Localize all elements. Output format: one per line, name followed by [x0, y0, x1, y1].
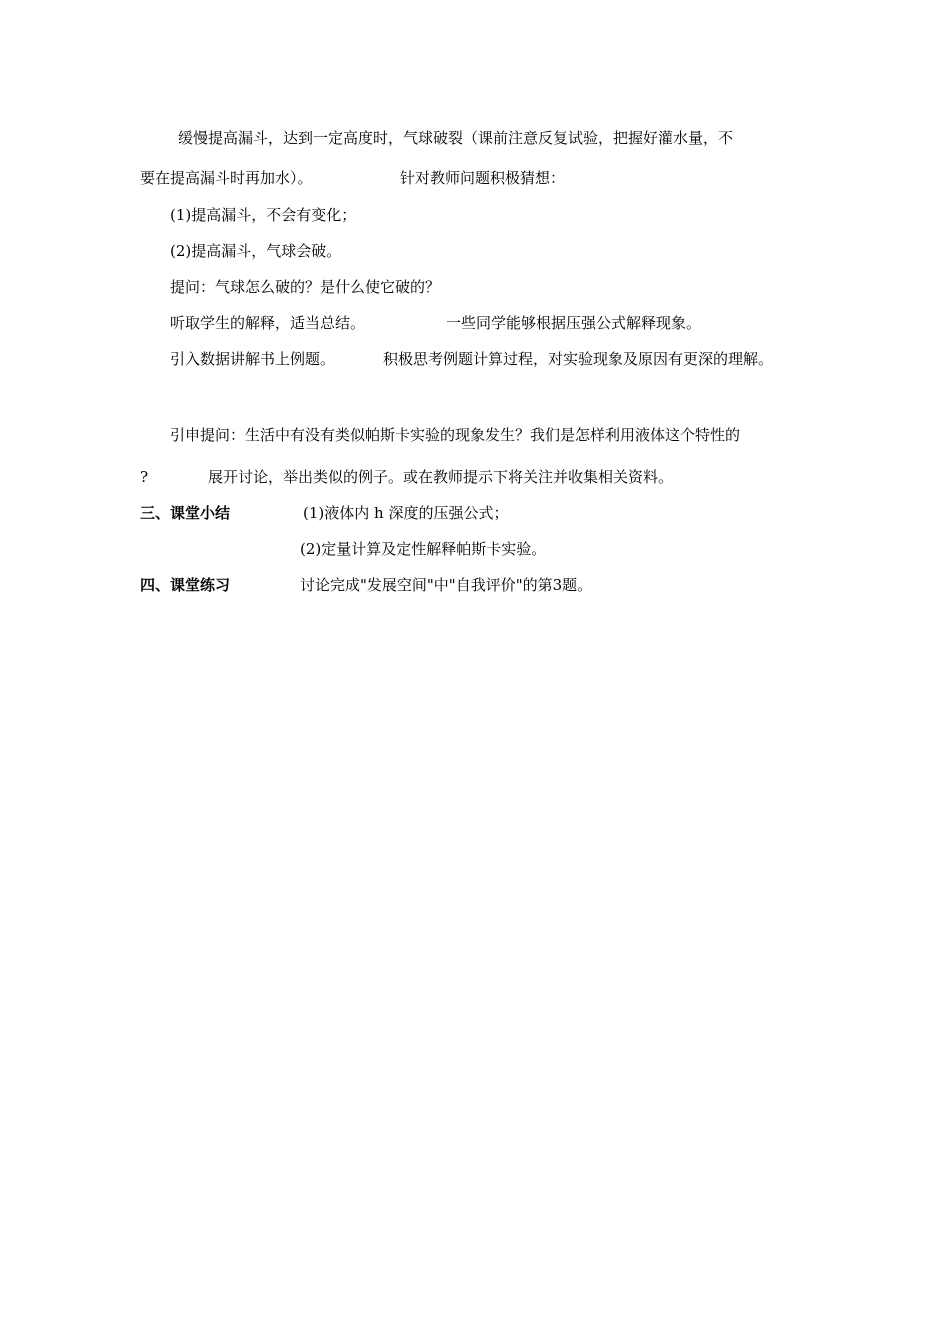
guess-item-1: (1)提高漏斗，不会有变化； [170, 206, 357, 224]
teacher-summary: 听取学生的解释，适当总结。 [170, 314, 366, 332]
guess-item-2: (2)提高漏斗，气球会破。 [170, 242, 342, 260]
section-heading-practice: 四、课堂练习 [140, 576, 231, 594]
summary-item-2: (2)定量计算及定性解释帕斯卡实验。 [300, 540, 547, 558]
teacher-example: 引入数据讲解书上例题。 [170, 350, 336, 368]
student-activity-guess: 针对教师问题积极猜想： [400, 169, 566, 187]
summary-item-1: (1)液体内 h 深度的压强公式； [303, 504, 509, 522]
student-explanation: 一些同学能够根据压强公式解释现象。 [446, 314, 702, 332]
paragraph-funnel-note: 要在提高漏斗时再加水）。 [140, 169, 313, 187]
question-mark: ? [140, 468, 149, 486]
student-thinking: 积极思考例题计算过程，对实验现象及原因有更深的理解。 [383, 350, 774, 368]
extension-question: 引申提问：生活中有没有类似帕斯卡实验的现象发生？我们是怎样利用液体这个特性的 [170, 426, 741, 444]
paragraph-funnel-raise: 缓慢提高漏斗，达到一定高度时，气球破裂（课前注意反复试验，把握好灌水量，不 [178, 129, 734, 147]
student-discussion: 展开讨论，举出类似的例子。或在教师提示下将关注并收集相关资料。 [208, 468, 674, 486]
teacher-question: 提问：气球怎么破的？是什么使它破的？ [170, 278, 441, 296]
section-heading-summary: 三、课堂小结 [140, 504, 231, 522]
practice-text: 讨论完成"发展空间"中"自我评价"的第3题。 [300, 576, 593, 594]
